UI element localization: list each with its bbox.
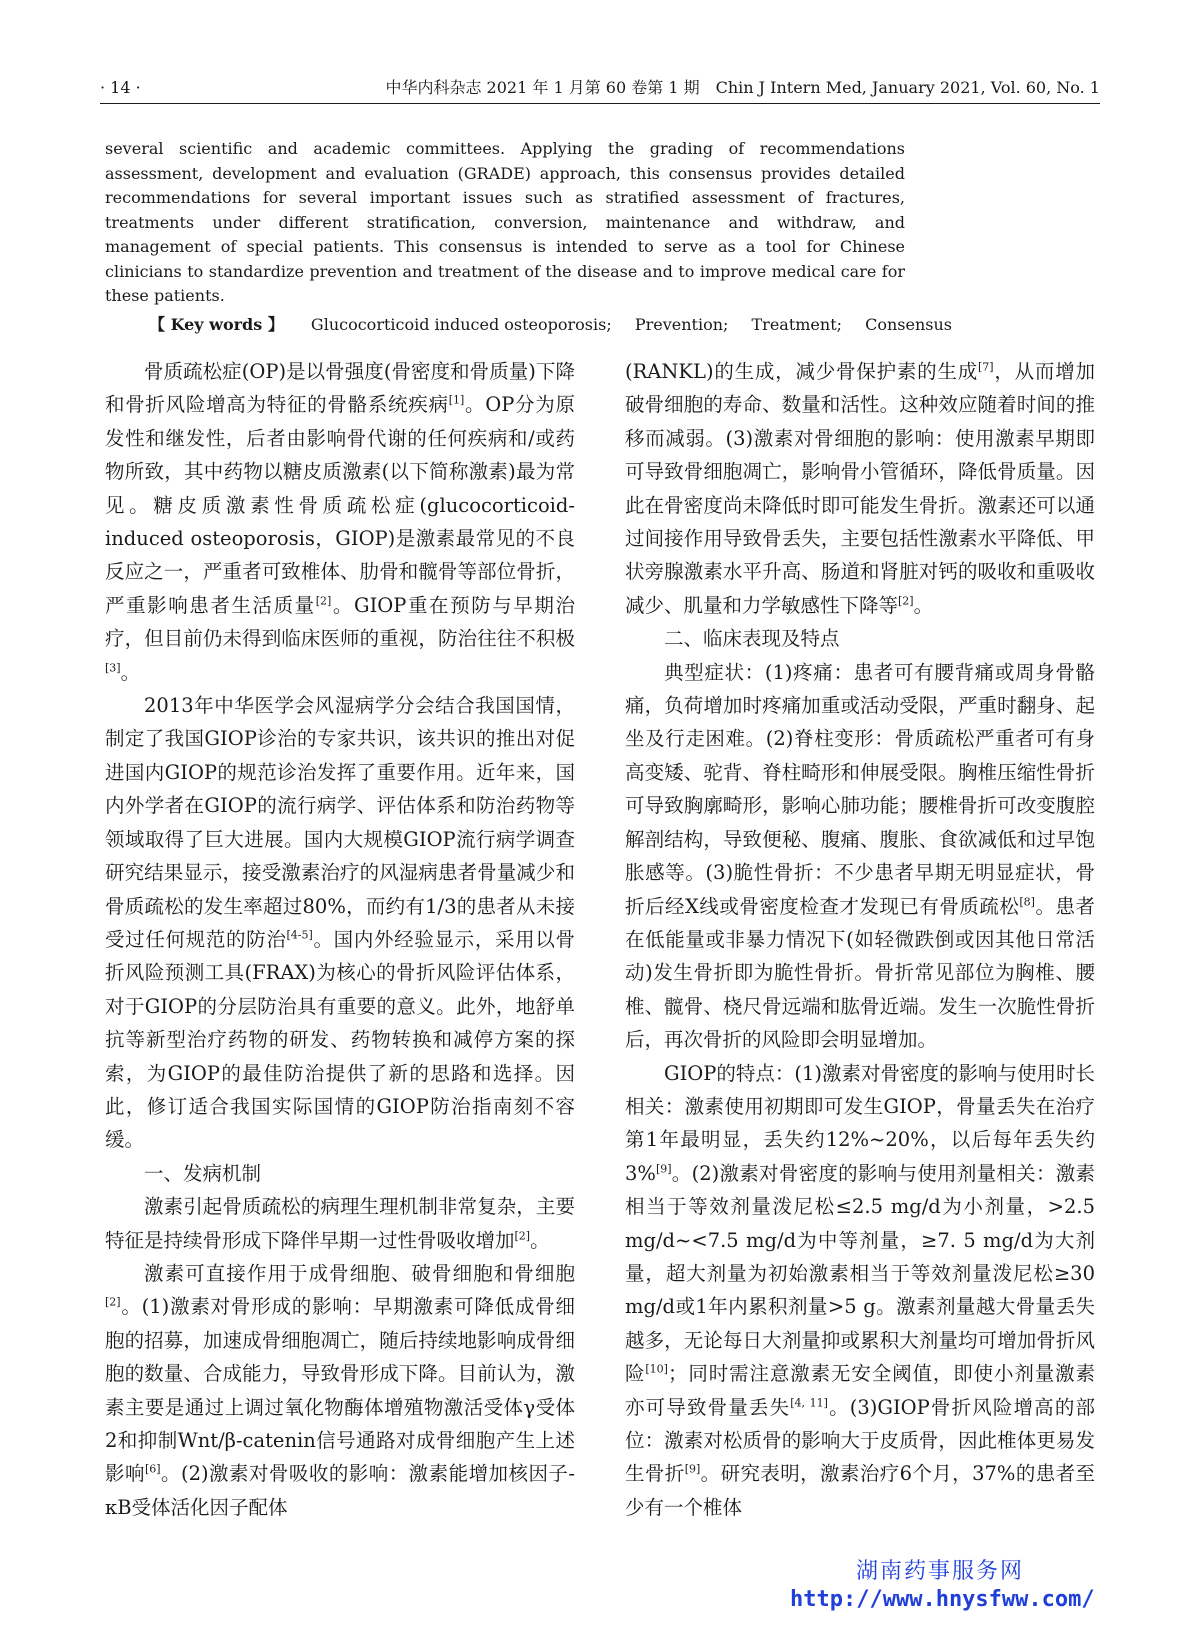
watermark-site-name: 湖南药事服务网 bbox=[855, 1559, 1024, 1584]
keywords-line bbox=[105, 313, 953, 338]
text-run: 。OP分为原发性和继发性，后者由影响骨代谢的任何疾病和/或药物所致，其中药物以糖皮质激素(以下简称激素)最为常见。糖皮质激素性骨质疏松症(glucocorticoid-induced osteoporosis，GIOP)是激素最常见的不良反应之一，严重者可致椎体、肋骨和髋骨等部位骨折，严重影响患者生活质量 bbox=[105, 393, 575, 617]
citation-link[interactable]: [6] bbox=[144, 1462, 161, 1476]
paragraph-direct-action bbox=[105, 1257, 575, 1524]
paragraph-giop-features bbox=[625, 1057, 1095, 1525]
site-watermark bbox=[790, 1558, 1095, 1614]
keywords-label: 【 Key words 】 bbox=[149, 314, 284, 334]
text-run: 激素可直接作用于成骨细胞、破骨细胞和骨细胞 bbox=[144, 1261, 575, 1285]
keyword: Treatment; bbox=[751, 314, 843, 334]
abstract-text: several scientific and academic committees. Applying the grading of recommendations assessment, development and evaluation (GRADE) approach, this consensus provides detailed recommendations for several important issues such as stratified assessment of fractures, treatments under different stratification, conversion, maintenance and withdraw, and management of special patients. This consensus is intended to serve as a tool for Chinese clinicians to standardize prevention and treatment of the disease and to improve medical care for these patients. bbox=[105, 139, 905, 305]
journal-citation: 中华内科杂志 2021 年 1 月第 60 卷第 1 期 Chin J Intern Med, January 2021, Vol. 60, No. 1 bbox=[385, 78, 1100, 97]
text-run: 2013年中华医学会风湿病学分会结合我国国情，制定了我国GIOP诊治的专家共识，该共识的推出对促进国内GIOP的规范诊治发挥了重要作用。近年来，国内外学者在GIOP的流行病学、评估体系和防治药物等领域取得了巨大进展。国内大规模GIOP流行病学调查研究结果显示，接受激素治疗的风湿病患者骨量减少和骨质疏松的发生率超过80%，而约有1/3的患者从未接受过任何规范的防治 bbox=[105, 694, 575, 951]
citation-link[interactable]: [8] bbox=[1019, 895, 1035, 908]
text-run: 。 bbox=[530, 1228, 550, 1252]
text-run: 。(2)激素对骨吸收的影响：激素能增加核因子-κB受体活化因子配体 bbox=[105, 1462, 575, 1519]
citation-link[interactable]: [2] bbox=[898, 594, 914, 608]
text-run: ，从而增加破骨细胞的寿命、数量和活性。这种效应随着时间的推移而减弱。(3)激素对骨细胞的影响：使用激素早期即可导致骨细胞凋亡，影响骨小管循环，降低骨质量。因此在骨密度尚未降低时即可能发生骨折。激素还可以通过间接作用导致骨丢失，主要包括性激素水平降低、甲状旁腺激素水平升高、肠道和肾脏对钙的吸收和重吸收减少、肌量和力学敏感性下降等 bbox=[625, 360, 1095, 617]
citation-link[interactable]: [3] bbox=[105, 661, 121, 675]
keyword: Prevention; bbox=[634, 314, 729, 334]
text-run: ；同时需注意激素无安全阈值，即使小剂量激素亦可导致骨量丢失 bbox=[625, 1362, 1095, 1419]
citation-link[interactable]: [7] bbox=[978, 360, 994, 374]
citation-link[interactable]: [4-5] bbox=[286, 928, 313, 942]
text-run: 激素引起骨质疏松的病理生理机制非常复杂，主要特征是持续骨形成下降伴早期一过性骨吸收增加 bbox=[105, 1195, 575, 1252]
keyword: Glucocorticoid induced osteoporosis; bbox=[310, 314, 612, 334]
text-run: 。 bbox=[913, 593, 934, 617]
keywords-list bbox=[311, 315, 970, 334]
paragraph-background bbox=[105, 689, 575, 1157]
paragraph-symptoms bbox=[625, 656, 1095, 1057]
paragraph-rankl-continued bbox=[625, 355, 1095, 622]
citation-link[interactable]: [9] bbox=[684, 1462, 701, 1476]
watermark-url-link[interactable]: http://www.hnysfww.com/ bbox=[790, 1587, 1095, 1612]
citation-link[interactable]: [10] bbox=[645, 1362, 668, 1376]
text-run: 。(1)激素对骨形成的影响：早期激素可降低成骨细胞的招募，加速成骨细胞凋亡，随后持续地影响成骨细胞的数量、合成能力，导致骨形成下降。目前认为，激素主要是通过上调过氧化物酶体增殖物激活受体γ受体2和抑制Wnt/β-catenin信号通路对成骨细胞产生上述影响 bbox=[105, 1295, 575, 1486]
paragraph-intro-op bbox=[105, 355, 575, 689]
right-column bbox=[625, 355, 1095, 1524]
text-run: 。 bbox=[120, 660, 141, 684]
running-header bbox=[100, 76, 1100, 102]
section-heading-clinical: 二、临床表现及特点 bbox=[664, 627, 840, 651]
left-column bbox=[105, 355, 575, 1524]
page-number: · 14 · bbox=[100, 78, 141, 97]
text-run: 。GIOP重在预防与早期治疗，但目前仍未得到临床医师的重视，防治往往不积极 bbox=[105, 593, 575, 651]
citation-link[interactable]: [4, 11] bbox=[790, 1396, 828, 1410]
header-rule bbox=[100, 103, 1100, 104]
citation-link[interactable]: [2] bbox=[105, 1295, 121, 1309]
citation-link[interactable]: [9] bbox=[655, 1162, 672, 1176]
text-run: GIOP的特点：(1)激素对骨密度的影响与使用时长相关：激素使用初期即可发生GIOP，骨量丢失在治疗第1年最明显，丢失约12%~20%，以后每年丢失约3% bbox=[625, 1061, 1096, 1185]
abstract-block bbox=[105, 137, 953, 337]
text-run: (RANKL)的生成，减少骨保护素的生成 bbox=[625, 360, 978, 383]
text-run: 。(3)GIOP骨折风险增高的部位：激素对松质骨的影响大于皮质骨，因此椎体更易发生骨折 bbox=[625, 1395, 1095, 1486]
text-run: 典型症状：(1)疼痛：患者可有腰背痛或周身骨骼痛，负荷增加时疼痛加重或活动受限，严重时翻身、起坐及行走困难。(2)脊柱变形：骨质疏松严重者可有身高变矮、驼背、脊柱畸形和伸展受限。胸椎压缩性骨折可导致胸廓畸形，影响心肺功能；腰椎骨折可改变腹腔解剖结构，导致便秘、腹痛、腹胀、食欲减低和过早饱胀感等。(3)脆性骨折：不少患者早期无明显症状，骨折后经X线或骨密度检查才发现已有骨质疏松 bbox=[625, 660, 1095, 918]
citation-link[interactable]: [2] bbox=[315, 594, 332, 608]
text-run: 骨质疏松症(OP)是以骨强度(骨密度和骨质量)下降和骨折风险增高为特征的骨骼系统疾病 bbox=[105, 360, 575, 417]
text-run: 。(2)激素对骨密度的影响与使用剂量相关：激素相当于等效剂量泼尼松≤2.5 mg/d为小剂量，>2.5 mg/d~<7.5 mg/d为中等剂量，≥7. 5 mg/d为大剂量，超大剂量为初始激素相当于等效剂量泼尼松≥30 mg/d或1年内累积剂量>5 g。激素剂量越大骨量丢失越多，无论每日大剂量抑或累积大剂量均可增加骨折风险 bbox=[625, 1161, 1095, 1386]
section-heading-pathogenesis: 一、发病机制 bbox=[144, 1161, 262, 1185]
keyword: Consensus bbox=[865, 314, 953, 334]
text-run: 。国内外经验显示，采用以骨折风险预测工具(FRAX)为核心的骨折风险评估体系，对于GIOP的分层防治具有重要的意义。此外，地舒单抗等新型治疗药物的研发、药物转换和减停方案的探索，为GIOP的最佳防治提供了新的思路和选择。因此，修订适合我国实际国情的GIOP防治指南刻不容缓。 bbox=[105, 927, 575, 1152]
text-run: 。患者在低能量或非暴力情况下(如轻微跌倒或因其他日常活动)发生骨折即为脆性骨折。骨折常见部位为胸椎、腰椎、髋骨、桡尺骨远端和肱骨近端。发生一次脆性骨折后，再次骨折的风险即会明显增加。 bbox=[625, 894, 1095, 1052]
paragraph-mechanism bbox=[105, 1190, 575, 1257]
text-run: 。研究表明，激素治疗6个月，37%的患者至少有一个椎体 bbox=[625, 1462, 1095, 1519]
citation-link[interactable]: [1] bbox=[448, 393, 465, 407]
citation-link[interactable]: [2] bbox=[514, 1229, 531, 1243]
